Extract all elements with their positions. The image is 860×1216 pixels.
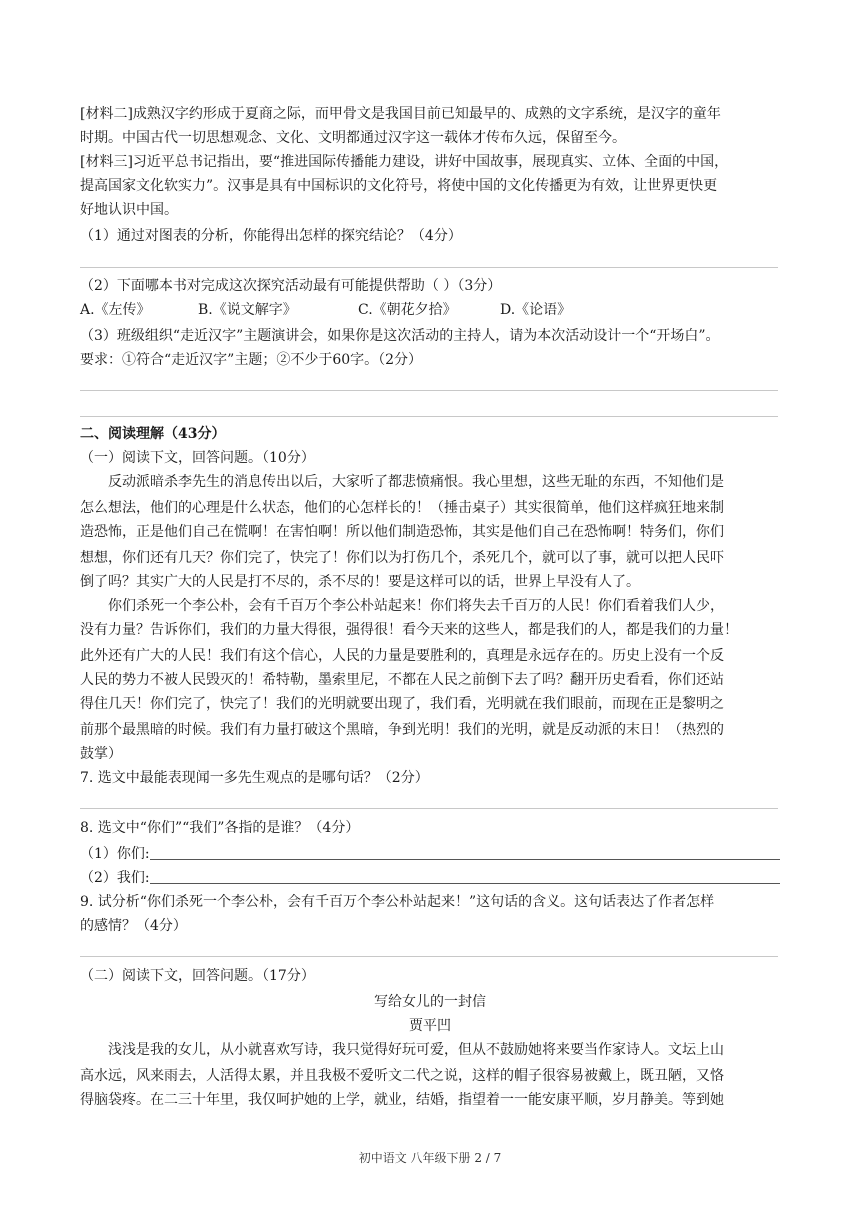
option-c[interactable]: C.《朝花夕拾》 xyxy=(358,302,457,318)
part-1-intro: （一）阅读下文，回答问题。（10分） xyxy=(80,450,315,466)
material3-line-1: [材料三]习近平总书记指出，要“推进国际传播能力建设，讲好中国故事，展现真实、立体、全面的中国， xyxy=(80,154,729,170)
question-9-line-2: 的感情？（4分） xyxy=(80,918,187,934)
material3-line-2: 提高国家文化软实力”。汉事是具有中国标识的文化符号，将使中国的文化传播更为有效，让世界更快更 xyxy=(80,178,718,194)
part-2-intro: （二）阅读下文，回答问题。（17分） xyxy=(80,968,315,984)
question-8-1-label: （1）你们: xyxy=(80,846,150,862)
option-d[interactable]: D.《论语》 xyxy=(500,302,572,318)
answer-line-q9[interactable] xyxy=(80,956,778,957)
part1-para1-line-4: 想想，你们还有几天？你们完了，快完了！你们以为打伤几个，杀死几个，就可以了事，就可以把人民吓 xyxy=(80,550,724,566)
page-footer: 初中语文 八年级下册 2 / 7 xyxy=(358,1151,502,1165)
part1-para2-line-6: 前那个最黑暗的时候。我们有力量打破这个黑暗，争到光明！我们的光明，就是反动派的末日！（热烈的 xyxy=(80,722,724,738)
question-9-line-1: 9. 试分析“你们杀死一个李公朴，会有千百万个李公朴站起来！”这句话的含义。这句话表达了作者怎样 xyxy=(80,894,715,910)
material3-line-3: 好地认识中国。 xyxy=(80,202,178,218)
option-b[interactable]: B.《说文解字》 xyxy=(198,302,297,318)
part1-para2-line-1: 你们杀死一个李公朴，会有千百万个李公朴站起来！你们将失去千百万的人民！你们看着我们人少， xyxy=(108,598,724,614)
part1-para2-line-3: 此外还有广大的人民！我们有这个信心，人民的力量是要胜利的，真理是永远存在的。历史上没有一个反 xyxy=(80,648,724,664)
question-3-line-2: 要求：①符合“走近汉字”主题；②不少于60字。（2分） xyxy=(80,352,423,368)
part2-para1-line-2: 高水远，风来雨去，人活得太累，并且我极不爱听文二代之说，这样的帽子很容易被戴上，既丑陋，又恪 xyxy=(80,1068,724,1084)
answer-line-q8-1[interactable] xyxy=(150,859,780,860)
question-3-line-1: （3）班级组织“走近汉字”主题演讲会，如果你是这次活动的主持人，请为本次活动设计一个“开场白”。 xyxy=(80,328,720,344)
question-1: （1）通过对图表的分析，你能得出怎样的探究结论？（4分） xyxy=(80,228,462,244)
part1-para2-line-5: 得住几天！你们完了，快完了！我们的光明就要出现了，我们看，光明就在我们眼前，而现在正是黎明之 xyxy=(80,696,724,712)
part2-para1-line-1: 浅浅是我的女儿，从小就喜欢写诗，我只觉得好玩可爱，但从不鼓励她将来要当作家诗人。文坛上山 xyxy=(108,1042,724,1058)
part1-para1-line-5: 倒了吗？其实广大的人民是打不尽的，杀不尽的！要是这样可以的话，世界上早没有人了。 xyxy=(80,574,640,590)
answer-line-q3-1[interactable] xyxy=(80,390,778,391)
question-8: 8. 选文中“你们”“我们”各指的是谁？（4分） xyxy=(80,820,360,836)
section-2-title: 二、阅读理解（43分） xyxy=(80,426,226,442)
option-a[interactable]: A.《左传》 xyxy=(80,302,151,318)
question-7: 7. 选文中最能表现闻一多先生观点的是哪句话？（2分） xyxy=(80,770,429,786)
material2-line-1: [材料二]成熟汉字约形成于夏商之际，而甲骨文是我国目前已知最早的、成熟的文字系统，是汉字的童年 xyxy=(80,106,721,122)
answer-line-q7[interactable] xyxy=(80,808,778,809)
part1-para2-line-2: 没有力量？告诉你们，我们的力量大得很，强得很！看今天来的这些人，都是我们的人，都是我们的力量！ xyxy=(80,622,738,638)
part2-para1-line-3: 得脑袋疼。在二三十年里，我仅呵护她的上学，就业，结婚，指望着一一能安康平顺，岁月静美。等到她 xyxy=(80,1092,724,1108)
part1-para1-line-1: 反动派暗杀李先生的消息传出以后，大家听了都悲愤痛恨。我心里想，这些无耻的东西，不知他们是 xyxy=(108,474,724,490)
answer-line-q1[interactable] xyxy=(80,267,778,268)
question-2: （2）下面哪本书对完成这次探究活动最有可能提供帮助（ ）（3分） xyxy=(80,278,502,294)
part1-para1-line-2: 怎么想法，他们的心理是什么状态，他们的心怎样长的！（捶击桌子）其实很简单，他们这样疯狂地来制 xyxy=(80,500,724,516)
part1-para2-line-7: 鼓掌） xyxy=(80,746,122,762)
answer-line-q3-2[interactable] xyxy=(80,416,778,417)
part1-para2-line-4: 人民的势力不被人民毁灭的！希特勒，墨索里尼，不都在人民之前倒下去了吗？翻开历史看看，你们还站 xyxy=(80,672,724,688)
material2-line-2: 时期。中国古代一切思想观念、文化、文明都通过汉字这一载体才传布久远，保留至今。 xyxy=(80,130,626,146)
question-2-options xyxy=(80,300,780,320)
part1-para1-line-3: 造恐怖，正是他们自己在慌啊！在害怕啊！所以他们制造恐怖，其实是他们自己在恐怖啊！特务们，你们 xyxy=(80,524,724,540)
part-2-author: 贾平凹 xyxy=(409,1018,451,1034)
question-8-2-label: （2）我们: xyxy=(80,870,150,886)
part-2-title: 写给女儿的一封信 xyxy=(374,994,486,1010)
answer-line-q8-2[interactable] xyxy=(150,883,780,884)
